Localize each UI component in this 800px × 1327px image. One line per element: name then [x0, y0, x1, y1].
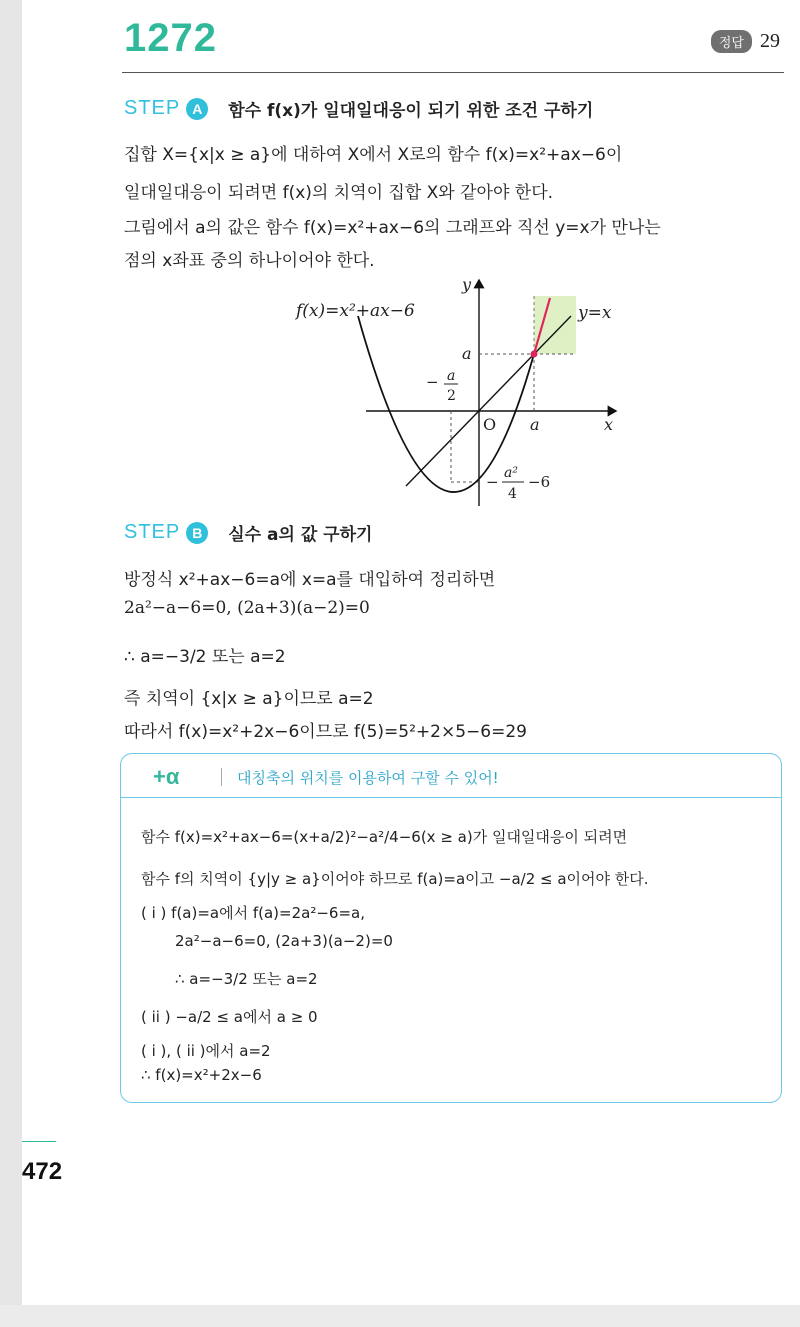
line-label: y=x	[578, 303, 612, 323]
tip-line-6: ( ii ) −a/2 ≤ a에서 a ≥ 0	[141, 1008, 318, 1026]
function-label: f(x)=x²+ax−6	[296, 301, 415, 321]
problem-number: 1272	[124, 16, 217, 60]
answer-value: 29	[760, 30, 780, 52]
neg-half-a-numerator: a	[447, 368, 456, 384]
answer-label: 정답	[711, 30, 752, 53]
a-on-y-axis: a	[462, 344, 472, 363]
tip-line-7: ( i ), ( ii )에서 a=2	[141, 1042, 271, 1060]
tip-title: 대칭축의 위치를 이용하여 구할 수 있어!	[237, 769, 499, 787]
step-a-line-1: 집합 X={x|x ≥ a}에 대하여 X에서 X로의 함수 f(x)=x²+ax−6이	[124, 145, 623, 165]
step-a-title: 함수 f(x)가 일대일대응이 되기 위한 조건 구하기	[228, 101, 594, 121]
step-b-line-4: 즉 치역이 {x|x ≥ a}이므로 a=2	[124, 689, 374, 709]
y-axis-label: y	[462, 275, 472, 294]
a-on-x-axis: a	[530, 415, 540, 434]
step-a-heading	[124, 96, 593, 121]
page-number: 472	[22, 1158, 63, 1185]
tip-line-3: ( i ) f(a)=a에서 f(a)=2a²−6=a,	[141, 904, 365, 922]
step-b-word: STEP	[124, 521, 181, 543]
scan-margin-bottom	[0, 1305, 800, 1327]
min-value-sign: −	[486, 473, 499, 491]
tip-line-1: 함수 f(x)=x²+ax−6=(x+a/2)²−a²/4−6(x ≥ a)가 일대일대응이 되려면	[141, 828, 628, 846]
answer-area	[711, 30, 780, 53]
step-a-line-4: 점의 x좌표 중의 하나이어야 한다.	[124, 251, 375, 271]
step-a-badge: A	[186, 98, 208, 120]
min-value-denominator: 4	[508, 486, 517, 502]
scan-margin-left	[0, 0, 22, 1327]
tip-line-2: 함수 f의 치역이 {y|y ≥ a}이어야 하므로 f(a)=a이고 −a/2 ≤ a이어야 한다.	[141, 870, 649, 888]
tip-box-body	[120, 797, 782, 1103]
min-value-tail: −6	[528, 473, 551, 491]
header-divider	[122, 72, 784, 73]
x-axis-label: x	[604, 415, 614, 434]
intersection-point	[531, 351, 538, 358]
function-graph	[286, 274, 636, 510]
neg-half-a-denominator: 2	[447, 388, 456, 404]
step-b-title: 실수 a의 값 구하기	[228, 525, 373, 545]
step-a-word: STEP	[124, 97, 181, 119]
line-y-equals-x	[406, 316, 571, 486]
tip-separator	[221, 768, 222, 786]
step-b-line-2: 2a²−a−6=0, (2a+3)(a−2)=0	[124, 598, 370, 618]
step-b-heading	[124, 520, 372, 545]
step-a-line-3: 그림에서 a의 값은 함수 f(x)=x²+ax−6의 그래프와 직선 y=x가 만나는	[124, 218, 661, 238]
plus-alpha-icon: +α	[153, 764, 180, 789]
tip-box	[120, 753, 782, 1103]
page-number-rule	[22, 1141, 56, 1142]
tip-box-tab	[120, 753, 782, 799]
step-a-line-2: 일대일대응이 되려면 f(x)의 치역이 집합 X와 같아야 한다.	[124, 183, 554, 203]
tip-line-8: ∴ f(x)=x²+2x−6	[141, 1066, 262, 1084]
range-highlight-region	[534, 296, 576, 354]
neg-half-a-sign: −	[426, 373, 439, 391]
step-b-badge: B	[186, 522, 208, 544]
step-b-line-5: 따라서 f(x)=x²+2x−6이므로 f(5)=5²+2×5−6=29	[124, 722, 527, 742]
step-b-line-1: 방정식 x²+ax−6=a에 x=a를 대입하여 정리하면	[124, 570, 496, 590]
tip-line-4: 2a²−a−6=0, (2a+3)(a−2)=0	[175, 932, 393, 950]
min-value-numerator: a²	[504, 465, 518, 481]
origin-label: O	[483, 415, 497, 434]
tip-line-5: ∴ a=−3/2 또는 a=2	[175, 970, 318, 988]
step-b-line-3: ∴ a=−3/2 또는 a=2	[124, 647, 286, 667]
